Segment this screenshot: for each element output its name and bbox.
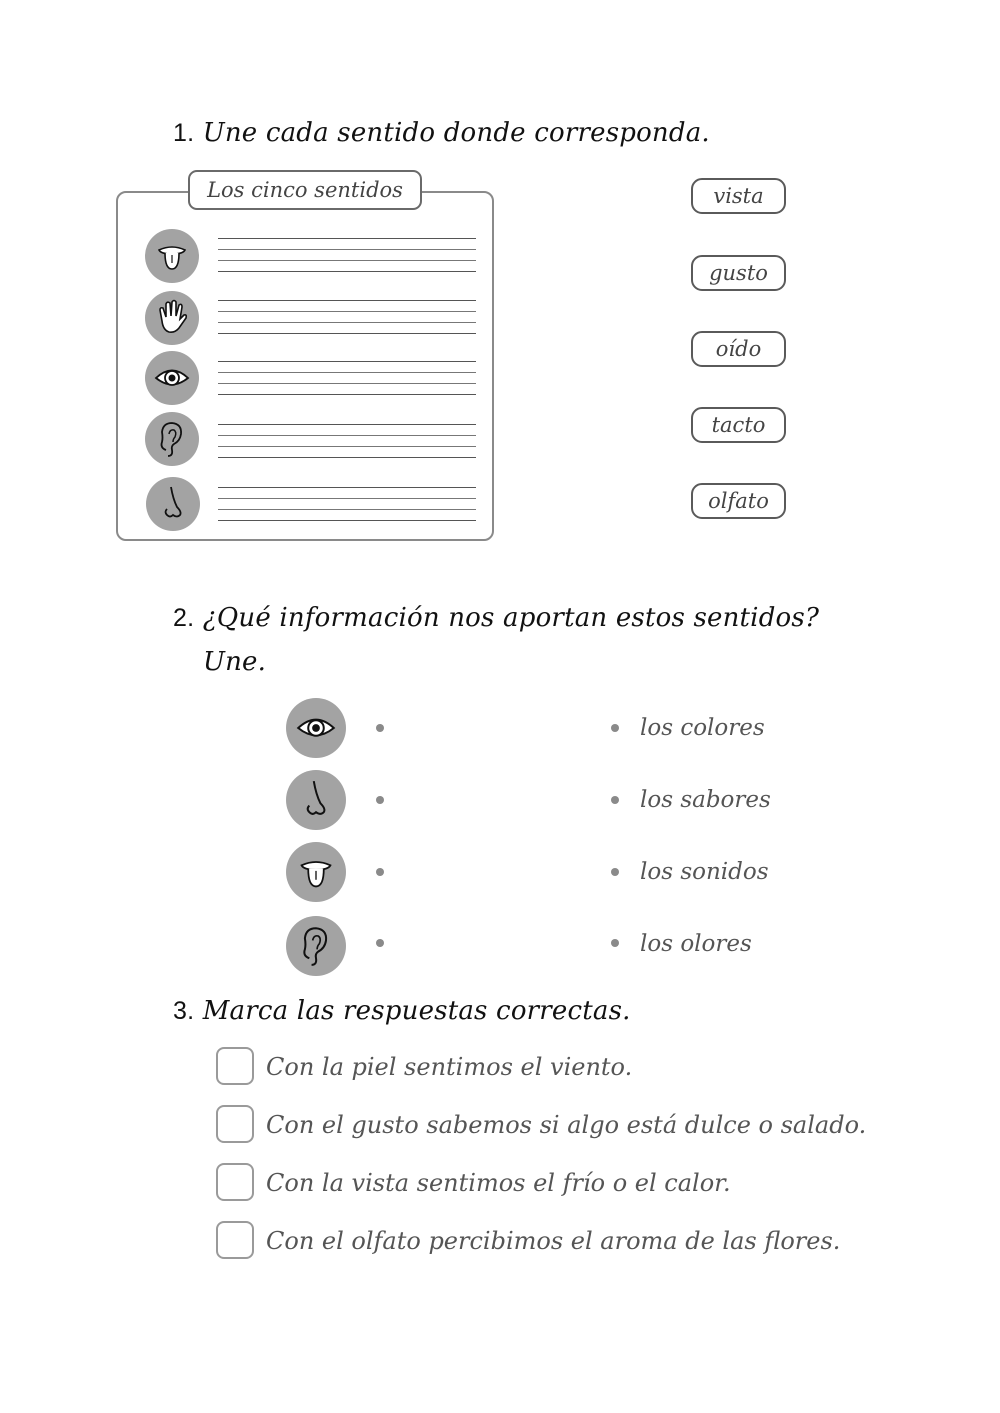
match-dot-right[interactable] [611, 868, 619, 876]
word-option-tacto[interactable]: tacto [691, 407, 786, 443]
word-option-vista[interactable]: vista [691, 178, 786, 214]
section-2-subtitle: Une. [203, 647, 267, 677]
statement-text: Con la piel sentimos el viento. [266, 1053, 633, 1081]
statement-checkbox[interactable] [216, 1221, 254, 1259]
match-dot-left[interactable] [376, 796, 384, 804]
nose-icon [146, 477, 200, 531]
match-dot-right[interactable] [611, 796, 619, 804]
match-dot-right[interactable] [611, 939, 619, 947]
eye-icon [145, 351, 199, 405]
match-dot-left[interactable] [376, 939, 384, 947]
match-dot-left[interactable] [376, 868, 384, 876]
statement-text: Con la vista sentimos el frío o el calor. [266, 1169, 731, 1197]
word-option-olfato[interactable]: olfato [691, 483, 786, 519]
ear-icon [286, 916, 346, 976]
answer-line-1[interactable] [218, 238, 476, 272]
section-3-heading [173, 996, 631, 1026]
eye-icon [286, 698, 346, 758]
info-label-colores: los colores [640, 715, 765, 741]
section-1-number: 1. [173, 119, 195, 147]
answer-line-3[interactable] [218, 361, 476, 395]
mouth-icon [145, 229, 199, 283]
word-option-oido[interactable]: oído [691, 331, 786, 367]
mouth-icon [286, 842, 346, 902]
section-3-title: Marca las respuestas correctas. [202, 996, 631, 1026]
statement-checkbox[interactable] [216, 1163, 254, 1201]
answer-line-2[interactable] [218, 300, 476, 334]
info-label-olores: los olores [640, 931, 752, 957]
senses-box-title: Los cinco sentidos [188, 170, 422, 210]
section-2-heading [173, 596, 819, 684]
section-2-title: ¿Qué información nos aportan estos sentidos? [202, 603, 820, 633]
answer-line-4[interactable] [218, 424, 476, 458]
answer-line-5[interactable] [218, 487, 476, 521]
statement-text: Con el olfato percibimos el aroma de las flores. [266, 1227, 841, 1255]
hand-icon [145, 291, 199, 345]
match-dot-right[interactable] [611, 724, 619, 732]
nose-icon [286, 770, 346, 830]
word-option-gusto[interactable]: gusto [691, 255, 786, 291]
info-label-sabores: los sabores [640, 787, 771, 813]
section-1-title: Une cada sentido donde corresponda. [202, 118, 710, 148]
section-3-number: 3. [173, 997, 195, 1025]
statement-checkbox[interactable] [216, 1047, 254, 1085]
statement-text: Con el gusto sabemos si algo está dulce o salado. [266, 1111, 867, 1139]
ear-icon [145, 412, 199, 466]
section-1-heading [173, 118, 710, 148]
info-label-sonidos: los sonidos [640, 859, 769, 885]
section-2-number: 2. [173, 604, 195, 632]
match-dot-left[interactable] [376, 724, 384, 732]
statement-checkbox[interactable] [216, 1105, 254, 1143]
